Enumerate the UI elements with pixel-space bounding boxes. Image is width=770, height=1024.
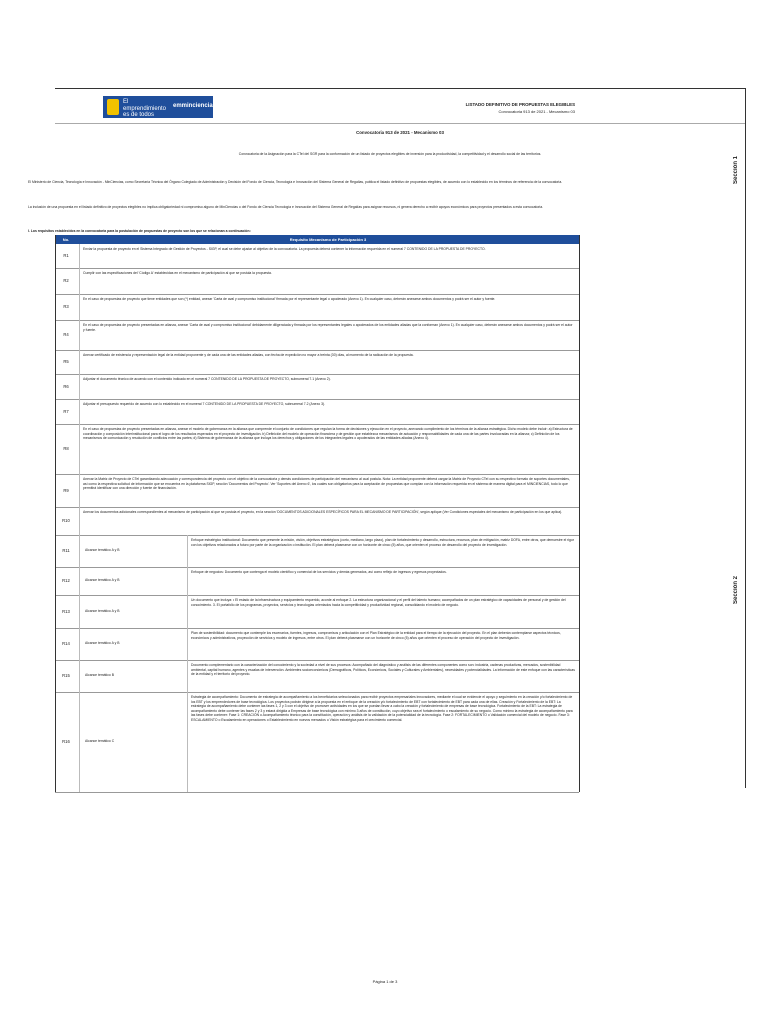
cell-divider xyxy=(79,320,80,350)
column-no: No. xyxy=(62,237,70,242)
intro-paragraph-3: La inclusión de una propuesta en el listado definitivo de proyectos elegibles no implica obligatoriedad ni compromiso alguno de MinCiencias o del Fondo de Ciencia Tecnología e Innovación del Sistema General de Regalías para asignar recursos, ni genera derecho a recibir apoyos económicos para proyectos presentados a esta convocatoria. xyxy=(28,205,544,209)
table-row xyxy=(55,350,579,375)
document-subtitle: Convocatoria 913 de 2021 - Mecanismo 03 xyxy=(498,109,575,114)
table-row xyxy=(55,595,579,629)
row-text: Enviar la propuesta de proyecto en el Sistema Integrado de Gestión de Proyectos - SIGP, el cual se debe ajustar al objetivo de la convocatoria. La propuesta deberá contener la información requerida en el numeral 7 CONTENIDO DE LA PROPUESTA DE PROYECTO. xyxy=(83,247,486,251)
table-row xyxy=(55,567,579,596)
row-scope: Alcance temático C xyxy=(85,739,115,743)
cell-divider xyxy=(79,374,80,399)
row-text: Documento complementario con la caracterización del conocimiento y la sociedad a nivel de sus procesos: Acompañado del diagnóstico y análisis de las diferentes componentes como son: industria, cadenas productivas, mercados, sostenibilidad ambiental, capital humano, agentes y escalas de intervención. Ambientes socioeconómicos (Demográficos, Políticos, Económicos, Sociales y Culturales y Ambientales), necesidades y potencialidades. La información de este enfoque con las características de la entidad y el territorio del proyecto. xyxy=(191,663,575,677)
row-scope: Alcance temático A y B xyxy=(85,578,120,582)
logo-block xyxy=(103,96,217,119)
row-id: R7 xyxy=(63,408,69,414)
cell-divider xyxy=(79,692,80,792)
row-id: R3 xyxy=(63,304,69,309)
row-text: Enfoque estratégico institucional: Documento que presente la misión, visión, objetivos estratégicos (corto, mediano, largo plazo), plan de fortalecimiento y desarrollo, estructura, recursos, plan de mitigación, matriz DOFA, entre otros, que demuestre el rigor con los objetivos relacionados a futuro por parte de la organización o institución. El plan deberá plasmarse con un horizonte de cinco (5) años, que orienten el proceso de desarrollo del proyecto de investigación. xyxy=(191,538,574,547)
table-right-border xyxy=(579,235,580,792)
table-row xyxy=(55,374,579,400)
table-row xyxy=(55,474,579,508)
row-text: Adjuntar el documento técnico de acuerdo con el contenido indicado en el numeral 7 CONTENIDO DE LA PROPUESTA DE PROYECTO, subnumeral 7.1 (Anexo 2). xyxy=(83,377,331,381)
row-id: R15 xyxy=(62,673,70,678)
table-row xyxy=(55,268,579,295)
row-text: Adjuntar el presupuesto requerido de acuerdo con lo establecido en el numeral 7 CONTENIDO DE LA PROPUESTA DE PROYECTO, subnumeral 7.2 (Anexo 3). xyxy=(83,402,326,406)
table-row xyxy=(55,660,579,693)
cell-divider xyxy=(79,535,80,567)
table-row xyxy=(55,320,579,351)
column-requisito: Requisito Mecanismo de Participación 3 xyxy=(289,237,367,242)
cell-divider xyxy=(187,628,188,660)
table-row xyxy=(55,507,579,536)
table-row xyxy=(55,424,579,475)
cell-divider xyxy=(79,399,80,424)
row-id: R16 xyxy=(62,739,70,744)
cell-divider xyxy=(79,244,80,268)
table-row xyxy=(55,244,579,269)
row-text: Anexar los documentos adicionales correspondientes al mecanismo de participación al que se postula el proyecto, en la sección 'DOCUMENTOS ADICIONALES ESPECÍFICOS PARA EL MECANISMO DE PARTICIPACIÓN', según aplique (Ver Condiciones especiales del mecanismo de participación en los que aplica). xyxy=(83,510,563,514)
row-scope: Alcance temático A y B xyxy=(85,608,120,613)
row-text: Estrategia de acompañamiento: Documento de estrategia de acompañamiento a los beneficiarios seleccionados para recibir proyectos empresariales innovadores, mediante el cual se evidencie el apoyo y seguimiento en la creación y/o fortalecimiento de los EBT y los emprendedores de base tecnológica. Los proyectos podrán dirigirse a la propuesta en el enfoque de la creación y/o fortalecimiento de EBT con fortalecimiento de EBT para cada una de ellas. Creación y Fortalecimiento de la EBT: La estrategia de acompañamiento debe contener las fases 1, 2 y 3 con el objetivo de promover actividades en los que se puedan llevar a cabo la creación y fortalecimiento de empresas de base tecnológica. Fortalecimiento de la EBT: La estrategia de acompañamiento debe contener las fases 2 y 3 y estará dirigida a Empresas de base tecnológica con mínimo 3 años de constitución, cuyo objetivo sea el fortalecimiento o escalamiento de su negocio. Como mínimo la estrategia de acompañamiento para las fases debe contener: Fase 1: CREACIÓN o Acompañamiento técnico para la constitución, operación y análisis de la validación de la potencialidad de la tecnología. Fase 2: FORTALECIMIENTO o Validación comercial del modelo de negocio. Fase 3: ESCALAMIENTO o Escalamiento en operaciones o Establecimiento en nuevos mercados o Visión estratégica para el crecimiento comercial. xyxy=(191,695,573,722)
section-1-label: Sección 1 xyxy=(733,156,739,185)
row-text: Enfoque de negocios: Documento que contenga el modelo científico y comercial de los servicios y demás generados, así como reflejo de ingresos y egresos proyectados. xyxy=(191,570,447,574)
table-row xyxy=(55,399,579,425)
logo-sub: emminciencias xyxy=(173,103,217,109)
cell-divider xyxy=(79,567,80,595)
table-row xyxy=(55,294,579,321)
header-divider xyxy=(55,123,745,124)
row-id: R12 xyxy=(62,578,70,583)
document-title: LISTADO DEFINITIVO DE PROPUESTAS ELEGIBLES xyxy=(465,102,575,107)
cell-divider xyxy=(79,268,80,294)
row-text: Anexar certificado de existencia y representación legal de la entidad proponente y de cada una de las entidades aliadas, con fecha de expedición no mayor a treinta (30) días, al momento de la radicación de la propuesta. xyxy=(83,353,414,357)
table-row xyxy=(55,628,579,661)
table-row xyxy=(55,535,579,568)
row-id: R4 xyxy=(63,332,69,337)
requisitos-title: I. Los requisitos establecidos en la convocatoria para la postulación de propuestas de proyecto son los que se relacionan a continuación: xyxy=(28,229,251,233)
table-header xyxy=(55,235,579,244)
table-row xyxy=(55,692,579,793)
cell-divider xyxy=(187,567,188,595)
row-id: R13 xyxy=(62,608,70,614)
row-text: Cumplir con las especificaciones del 'Código A' establecidas en el mecanismo de participación al que se postula la propuesta. xyxy=(83,271,272,275)
row-id: R6 xyxy=(63,383,69,389)
cell-divider xyxy=(79,424,80,474)
row-text: Un documento que incluya: • El estado de la infraestructura y equipamiento requerido, acorde al enfoque 2. La estructura organizacional y el perfil del talento humano; acompañados de un plan estratégico de capacidades de personal y de gestión del conocimiento. 3. El portafolio de los programas, proyectos, servicios y tecnologías orientados hacia la competitividad y productividad regional, consolidando el modelo de negocio. xyxy=(191,598,566,607)
row-id: R2 xyxy=(63,278,69,283)
intro-paragraph-1: Convocatoria de la Asignación para la CTeI del SGR para la conformación de un listado de proyectos elegibles de inversión para la productividad, la competitividad y el desarrollo social de las territorios. xyxy=(238,152,542,156)
cell-divider xyxy=(79,660,80,692)
row-id: R5 xyxy=(63,359,69,364)
cell-divider xyxy=(79,595,80,628)
table-left-border xyxy=(55,235,56,792)
row-scope: Alcance temático A y B xyxy=(85,548,120,552)
row-id: R14 xyxy=(62,641,70,646)
cell-divider xyxy=(79,507,80,535)
cell-divider xyxy=(79,350,80,374)
right-border xyxy=(745,88,746,788)
cell-divider xyxy=(187,660,188,692)
row-text: Anexar la Matriz de Proyecto de CTeI garantizando adecuación y correspondencia del proyecto con el objetivo de la convocatoria y demás condiciones de participación del mecanismo al cual postula. Nota: La entidad proponente deberá cargar la Matriz de Proyecto CTeI con su respectivo formato de soportes documentales, así como la respectiva solicitud de información que se encuentra en la plataforma SIGP, sección 'Documentos del Proyecto'. Ver 'Soportes del Anexo 6', los cuales son obligatorios para la aceptación de propuestas que cumplan con la información requerida en el sistema de manera digital para el MINCIENCIAS, todo lo que permitirá identificar con una dirección y fuente de financiación. xyxy=(83,477,570,491)
cell-divider xyxy=(79,294,80,320)
section-2-label: Sección 2 xyxy=(733,576,739,605)
row-text: Plan de sostenibilidad: documento que contemple los escenarios, fuentes, ingresos, compromisos y articulación con el Plan Estratégico de la entidad para el tiempo de la ejecución del proyecto. En el plan deberán contemplarse aspectos técnicos, económicos y administrativos, proyección de servicios y modelo de ingresos, entre otros. El plan deberá plasmarse con un horizonte de cinco (5) años que orienten el proceso de operación del proyecto de investigación. xyxy=(191,631,561,640)
top-border xyxy=(55,88,745,89)
row-id: R1 xyxy=(63,253,69,258)
convocatoria-title: Convocatoria 913 de 2021 - Mecanismo 03 xyxy=(356,130,444,135)
cell-divider xyxy=(79,628,80,660)
row-text: En el caso de propuestas de proyecto presentadas en alianza, anexar 'Carta de aval y compromiso institucional' debidamente diligenciada y firmada por los representantes legales o apoderados de los entidades aliadas que la conforman (Anexo 1). En cualquier caso, deberán anexarse ambos documentos y podrá ser el autor y fuente. xyxy=(83,323,573,332)
cell-divider xyxy=(187,595,188,628)
row-id: R10 xyxy=(62,518,70,523)
cell-divider xyxy=(187,535,188,567)
coat-of-arms-icon xyxy=(107,99,119,115)
row-scope: Alcance temático A y B xyxy=(85,641,120,645)
cell-divider xyxy=(79,474,80,507)
intro-paragraph-2: El Ministerio de Ciencia, Tecnología e Innovación - MinCiencias, como Secretaría Técnica del Órgano Colegiado de Administración y Decisión del Fondo de Ciencia, Tecnología e Innovación del Sistema General de Regalías, publica el listado definitivo de propuestas elegibles, de acuerdo con lo establecido en los términos de referencia de la convocatoria. xyxy=(28,180,563,184)
row-text: En el caso de propuestas de proyecto que tiene entidades que son (*) entidad, anexar 'Carta de aval y compromiso institucional' firmada por el representante legal o apoderado (Anexo 1). En cualquier caso, deberán anexarse ambos documentos y podrá ser el autor y fuente. xyxy=(83,297,496,301)
row-id: R8 xyxy=(63,446,69,451)
row-id: R11 xyxy=(62,548,70,553)
page-number: Página 1 de 3 xyxy=(372,979,398,984)
row-scope: Alcance temático B xyxy=(85,673,115,677)
cell-divider xyxy=(187,692,188,792)
row-id: R9 xyxy=(63,487,69,493)
row-text: En el caso de propuestas de proyecto presentadas en alianza, anexar el modelo de gobernanza en la alianza que comprende el conjunto de condiciones que regulan la forma de decisiones y ejecución en el proyecto, anexando cumplimiento de los términos de la alianza estratégica. Dicho modelo debe incluir: a) Estructura de coordinación y composición interinstitucional para el logro de los resultados esperados en el proyecto de investigación. b) Definición del modelo de operación financiera y de gestión que establezca mecanismos de actuación y responsabilidades de cada una de las partes involucradas en la alianza; c) Definición de los mecanismos de comunicación y resolución de conflictos entre las partes; d) Sistema de gobernanza de la alianza que incluya los derechos y obligaciones de los integrantes legales o apoderados de las entidades aliadas (Anexo 4). xyxy=(83,427,573,441)
logo-text: El emprendimiento es de todos xyxy=(123,99,167,119)
